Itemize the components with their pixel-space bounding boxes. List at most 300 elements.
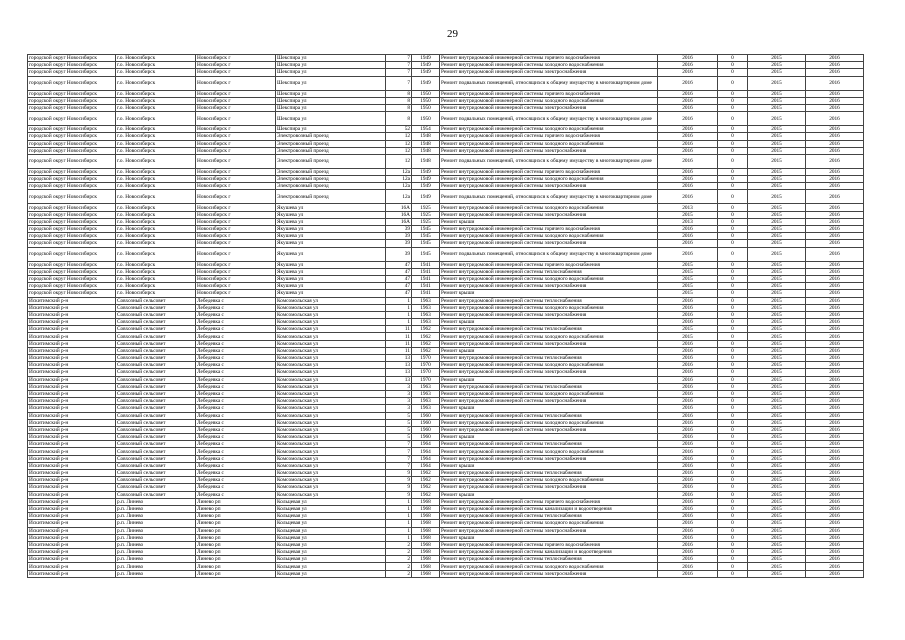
cell-street: Комсомольская ул [276,340,386,347]
cell-work-type: Ремонт внутридомовой инженерной системы горячего водоснабжения [440,133,658,140]
cell-build-year: 1968 [412,527,440,534]
cell-house: 2 [386,556,412,563]
cell-period-start: 2015 [748,268,806,275]
table-row [28,455,864,462]
cell-period-end: 2016 [806,176,864,183]
cell-municipality: Искитимский р-н [28,520,116,527]
cell-value: 0 [718,326,748,333]
cell-period-end: 2016 [806,355,864,362]
cell-locality: Новосибирск г [196,140,276,147]
table-row [28,419,864,426]
cell-house: 3 [386,390,412,397]
cell-settlement: р.п. Линево [116,527,196,534]
cell-period-end: 2016 [806,412,864,419]
cell-build-year: 1964 [412,462,440,469]
cell-settlement: г.о. Новосибирск [116,211,196,218]
cell-build-year: 1964 [412,441,440,448]
table-row [28,383,864,390]
cell-settlement: г.о. Новосибирск [116,90,196,97]
cell-work-type: Ремонт внутридомовой инженерной системы холодного водоснабжения [440,448,658,455]
cell-house: 7 [386,62,412,69]
cell-work-type: Ремонт внутридомовой инженерной системы горячего водоснабжения [440,168,658,175]
table-row [28,154,864,168]
cell-period-end: 2016 [806,556,864,563]
cell-plan-year: 2016 [658,419,718,426]
cell-plan-year: 2016 [658,563,718,570]
cell-value: 0 [718,398,748,405]
cell-locality: Линево рп [196,505,276,512]
cell-street: Шекспира ул [276,90,386,97]
cell-period-start: 2015 [748,290,806,297]
cell-build-year: 1968 [412,534,440,541]
table-row [28,484,864,491]
cell-house: 7 [386,462,412,469]
cell-municipality: городской округ Новосибирск [28,204,116,211]
cell-street: Комсомольская ул [276,369,386,376]
cell-period-start: 2015 [748,455,806,462]
cell-street: Электровозный проезд [276,176,386,183]
cell-settlement: г.о. Новосибирск [116,283,196,290]
table-row [28,398,864,405]
cell-build-year: 1963 [412,390,440,397]
cell-plan-year: 2016 [658,62,718,69]
cell-plan-year: 2016 [658,448,718,455]
cell-work-type: Ремонт внутридомовой инженерной системы теплоснабжения [440,383,658,390]
table-row [28,556,864,563]
cell-house: 5 [386,426,412,433]
cell-build-year: 1968 [412,541,440,548]
cell-period-end: 2016 [806,211,864,218]
cell-plan-year: 2016 [658,434,718,441]
cell-work-type: Ремонт внутридомовой инженерной системы электроснабжения [440,283,658,290]
cell-settlement: Совхозный сельсовет [116,311,196,318]
cell-plan-year: 2016 [658,520,718,527]
cell-work-type: Ремонт внутридомовой инженерной системы электроснабжения [440,398,658,405]
cell-period-start: 2015 [748,412,806,419]
cell-period-end: 2016 [806,419,864,426]
cell-build-year: 1968 [412,505,440,512]
table-row [28,340,864,347]
cell-municipality: городской округ Новосибирск [28,233,116,240]
cell-work-type: Ремонт внутридомовой инженерной системы холодного водоснабжения [440,563,658,570]
cell-house: 47 [386,290,412,297]
cell-value: 0 [718,275,748,282]
cell-locality: Лебедевка с [196,390,276,397]
cell-settlement: р.п. Линево [116,570,196,577]
cell-period-start: 2015 [748,498,806,505]
cell-house: 39 [386,226,412,233]
cell-value: 0 [718,147,748,154]
cell-build-year: 1949 [412,62,440,69]
cell-street: Якушева ул [276,268,386,275]
cell-municipality: городской округ Новосибирск [28,218,116,225]
cell-value: 0 [718,297,748,304]
cell-period-end: 2016 [806,326,864,333]
cell-locality: Лебедевка с [196,319,276,326]
cell-build-year: 1968 [412,498,440,505]
cell-house: 7 [386,455,412,462]
cell-build-year: 1950 [412,112,440,126]
cell-build-year: 1949 [412,190,440,204]
cell-locality: Новосибирск г [196,283,276,290]
cell-locality: Лебедевка с [196,311,276,318]
cell-work-type: Ремонт крыши [440,405,658,412]
cell-period-start: 2015 [748,369,806,376]
cell-period-end: 2016 [806,319,864,326]
cell-settlement: Совхозный сельсовет [116,369,196,376]
cell-work-type: Ремонт внутридомовой инженерной системы электроснабжения [440,340,658,347]
cell-work-type: Ремонт внутридомовой инженерной системы канализации и водоотведения [440,549,658,556]
cell-period-end: 2016 [806,347,864,354]
table-row [28,147,864,154]
cell-house: 12 [386,154,412,168]
cell-work-type: Ремонт внутридомовой инженерной системы электроснабжения [440,484,658,491]
cell-house: 2 [386,570,412,577]
cell-work-type: Ремонт крыши [440,434,658,441]
cell-house: 13 [386,355,412,362]
table-row [28,441,864,448]
cell-period-start: 2015 [748,240,806,247]
cell-house: 8 [386,104,412,111]
cell-house: 1 [386,505,412,512]
table-row [28,211,864,218]
cell-house: 1 [386,311,412,318]
cell-value: 0 [718,247,748,261]
cell-house: 2 [386,549,412,556]
table-row [28,513,864,520]
cell-house: 3 [386,405,412,412]
cell-house: 5 [386,412,412,419]
table-row [28,333,864,340]
cell-period-start: 2015 [748,140,806,147]
cell-value: 0 [718,154,748,168]
cell-settlement: р.п. Линево [116,520,196,527]
cell-locality: Лебедевка с [196,383,276,390]
cell-plan-year: 2016 [658,112,718,126]
table-row [28,240,864,247]
cell-value: 0 [718,426,748,433]
cell-house: 8 [386,90,412,97]
table-row [28,268,864,275]
cell-build-year: 1945 [412,247,440,261]
cell-build-year: 1968 [412,520,440,527]
cell-build-year: 1960 [412,426,440,433]
cell-period-start: 2015 [748,283,806,290]
cell-settlement: Совхозный сельсовет [116,455,196,462]
cell-house: 13 [386,376,412,383]
cell-house: 7 [386,69,412,76]
cell-period-end: 2016 [806,183,864,190]
cell-municipality: городской округ Новосибирск [28,226,116,233]
cell-period-start: 2015 [748,520,806,527]
cell-work-type: Ремонт внутридомовой инженерной системы холодного водоснабжения [440,477,658,484]
cell-street: Комсомольская ул [276,383,386,390]
cell-plan-year: 2016 [658,505,718,512]
cell-period-start: 2015 [748,563,806,570]
cell-locality: Лебедевка с [196,484,276,491]
cell-period-end: 2016 [806,369,864,376]
cell-work-type: Ремонт крыши [440,290,658,297]
cell-work-type: Ремонт внутридомовой инженерной системы электроснабжения [440,311,658,318]
cell-work-type: Ремонт внутридомовой инженерной системы горячего водоснабжения [440,261,658,268]
cell-settlement: Совхозный сельсовет [116,304,196,311]
cell-settlement: г.о. Новосибирск [116,190,196,204]
cell-municipality: Искитимский р-н [28,549,116,556]
cell-settlement: Совхозный сельсовет [116,340,196,347]
cell-municipality: Искитимский р-н [28,355,116,362]
cell-settlement: г.о. Новосибирск [116,76,196,90]
cell-period-start: 2015 [748,340,806,347]
cell-locality: Новосибирск г [196,168,276,175]
cell-period-end: 2016 [806,484,864,491]
cell-period-start: 2015 [748,484,806,491]
cell-locality: Новосибирск г [196,154,276,168]
cell-settlement: г.о. Новосибирск [116,133,196,140]
cell-house: 47 [386,261,412,268]
cell-work-type: Ремонт крыши [440,376,658,383]
cell-street: Кольцевая ул [276,527,386,534]
cell-work-type: Ремонт внутридомовой инженерной системы электроснабжения [440,369,658,376]
cell-street: Кольцевая ул [276,520,386,527]
cell-period-start: 2015 [748,247,806,261]
cell-period-start: 2015 [748,104,806,111]
cell-locality: Линево рп [196,570,276,577]
cell-municipality: городской округ Новосибирск [28,176,116,183]
cell-period-start: 2015 [748,183,806,190]
cell-build-year: 1949 [412,55,440,62]
cell-build-year: 1970 [412,355,440,362]
cell-build-year: 1948 [412,140,440,147]
cell-plan-year: 2016 [658,556,718,563]
table-row [28,541,864,548]
cell-settlement: Совхозный сельсовет [116,362,196,369]
cell-period-end: 2016 [806,290,864,297]
cell-period-end: 2016 [806,405,864,412]
cell-period-end: 2016 [806,527,864,534]
cell-settlement: г.о. Новосибирск [116,183,196,190]
cell-locality: Новосибирск г [196,261,276,268]
table-row [28,168,864,175]
cell-work-type: Ремонт внутридомовой инженерной системы теплоснабжения [440,441,658,448]
table-row [28,97,864,104]
cell-build-year: 1964 [412,448,440,455]
cell-work-type: Ремонт подвальных помещений, относящихся к общему имуществу в многоквартирном доме [440,154,658,168]
cell-street: Комсомольская ул [276,419,386,426]
cell-period-end: 2016 [806,97,864,104]
cell-period-start: 2015 [748,470,806,477]
cell-locality: Лебедевка с [196,491,276,498]
cell-settlement: р.п. Линево [116,498,196,505]
cell-period-end: 2016 [806,283,864,290]
table-row [28,326,864,333]
table-row [28,369,864,376]
cell-municipality: Искитимский р-н [28,398,116,405]
cell-plan-year: 2016 [658,484,718,491]
cell-period-end: 2016 [806,340,864,347]
cell-street: Комсомольская ул [276,426,386,433]
cell-period-start: 2015 [748,347,806,354]
cell-period-end: 2016 [806,462,864,469]
cell-value: 0 [718,534,748,541]
cell-house: 7 [386,76,412,90]
cell-house: 8 [386,112,412,126]
cell-street: Комсомольская ул [276,376,386,383]
cell-period-end: 2016 [806,154,864,168]
cell-municipality: Искитимский р-н [28,369,116,376]
cell-house: 9 [386,477,412,484]
table-row [28,247,864,261]
cell-municipality: Искитимский р-н [28,333,116,340]
cell-municipality: городской округ Новосибирск [28,140,116,147]
cell-street: Комсомольская ул [276,355,386,362]
cell-locality: Линево рп [196,556,276,563]
cell-locality: Линево рп [196,563,276,570]
cell-period-start: 2015 [748,390,806,397]
cell-settlement: г.о. Новосибирск [116,140,196,147]
cell-house: 16А [386,204,412,211]
cell-municipality: городской округ Новосибирск [28,76,116,90]
cell-plan-year: 2015 [658,290,718,297]
cell-municipality: городской округ Новосибирск [28,261,116,268]
cell-locality: Лебедевка с [196,304,276,311]
cell-period-end: 2016 [806,383,864,390]
cell-work-type: Ремонт внутридомовой инженерной системы холодного водоснабжения [440,390,658,397]
cell-locality: Новосибирск г [196,62,276,69]
cell-street: Комсомольская ул [276,448,386,455]
cell-settlement: Совхозный сельсовет [116,441,196,448]
cell-street: Комсомольская ул [276,470,386,477]
cell-settlement: Совхозный сельсовет [116,347,196,354]
cell-street: Электровозный проезд [276,133,386,140]
cell-period-end: 2016 [806,190,864,204]
cell-period-end: 2016 [806,240,864,247]
cell-work-type: Ремонт подвальных помещений, относящихся к общему имуществу в многоквартирном доме [440,190,658,204]
cell-house: 5 [386,419,412,426]
cell-build-year: 1950 [412,90,440,97]
cell-build-year: 1963 [412,319,440,326]
table-row [28,226,864,233]
cell-plan-year: 2016 [658,477,718,484]
cell-period-start: 2015 [748,304,806,311]
cell-municipality: городской округ Новосибирск [28,247,116,261]
cell-locality: Лебедевка с [196,455,276,462]
cell-house: 2 [386,563,412,570]
cell-period-end: 2016 [806,90,864,97]
cell-street: Комсомольская ул [276,304,386,311]
table-row [28,62,864,69]
table-row [28,140,864,147]
cell-value: 0 [718,283,748,290]
cell-street: Кольцевая ул [276,556,386,563]
cell-period-start: 2015 [748,534,806,541]
cell-period-start: 2015 [748,112,806,126]
cell-settlement: г.о. Новосибирск [116,55,196,62]
cell-value: 0 [718,97,748,104]
cell-locality: Лебедевка с [196,355,276,362]
cell-locality: Новосибирск г [196,176,276,183]
cell-municipality: Искитимский р-н [28,441,116,448]
cell-work-type: Ремонт внутридомовой инженерной системы холодного водоснабжения [440,233,658,240]
table-row [28,390,864,397]
cell-build-year: 1968 [412,556,440,563]
cell-house: 11 [386,326,412,333]
cell-plan-year: 2016 [658,462,718,469]
cell-locality: Линево рп [196,513,276,520]
cell-period-end: 2016 [806,390,864,397]
cell-settlement: р.п. Линево [116,534,196,541]
table-row [28,412,864,419]
cell-street: Комсомольская ул [276,311,386,318]
cell-value: 0 [718,563,748,570]
table-row [28,520,864,527]
cell-municipality: Искитимский р-н [28,426,116,433]
cell-plan-year: 2016 [658,183,718,190]
cell-settlement: г.о. Новосибирск [116,261,196,268]
cell-house: 3 [386,383,412,390]
table-row [28,527,864,534]
cell-work-type: Ремонт внутридомовой инженерной системы теплоснабжения [440,268,658,275]
cell-value: 0 [718,369,748,376]
cell-value: 0 [718,520,748,527]
cell-build-year: 1941 [412,268,440,275]
cell-plan-year: 2016 [658,233,718,240]
table-row [28,69,864,76]
cell-municipality: Искитимский р-н [28,304,116,311]
cell-work-type: Ремонт внутридомовой инженерной системы теплоснабжения [440,355,658,362]
cell-street: Кольцевая ул [276,513,386,520]
table-row [28,297,864,304]
cell-locality: Лебедевка с [196,426,276,433]
cell-house: 12а [386,190,412,204]
cell-value: 0 [718,204,748,211]
cell-plan-year: 2016 [658,97,718,104]
cell-settlement: р.п. Линево [116,505,196,512]
cell-locality: Лебедевка с [196,362,276,369]
cell-house: 11 [386,333,412,340]
capital-repair-table [27,54,864,578]
cell-municipality: городской округ Новосибирск [28,147,116,154]
cell-street: Шекспира ул [276,126,386,133]
cell-plan-year: 2016 [658,541,718,548]
cell-build-year: 1949 [412,69,440,76]
cell-locality: Новосибирск г [196,275,276,282]
cell-locality: Новосибирск г [196,211,276,218]
cell-locality: Новосибирск г [196,126,276,133]
table-row [28,498,864,505]
cell-locality: Новосибирск г [196,226,276,233]
cell-locality: Лебедевка с [196,326,276,333]
cell-house: 12а [386,168,412,175]
cell-work-type: Ремонт внутридомовой инженерной системы теплоснабжения [440,326,658,333]
table-row [28,204,864,211]
cell-street: Электровозный проезд [276,140,386,147]
cell-municipality: городской округ Новосибирск [28,97,116,104]
cell-period-end: 2016 [806,247,864,261]
cell-value: 0 [718,347,748,354]
cell-street: Комсомольская ул [276,333,386,340]
cell-street: Якушева ул [276,247,386,261]
cell-period-end: 2016 [806,520,864,527]
cell-street: Шекспира ул [276,69,386,76]
cell-street: Якушева ул [276,226,386,233]
cell-value: 0 [718,190,748,204]
cell-settlement: Совхозный сельсовет [116,326,196,333]
cell-plan-year: 2016 [658,549,718,556]
cell-period-start: 2015 [748,168,806,175]
table-row [28,570,864,577]
cell-street: Кольцевая ул [276,505,386,512]
cell-street: Комсомольская ул [276,398,386,405]
